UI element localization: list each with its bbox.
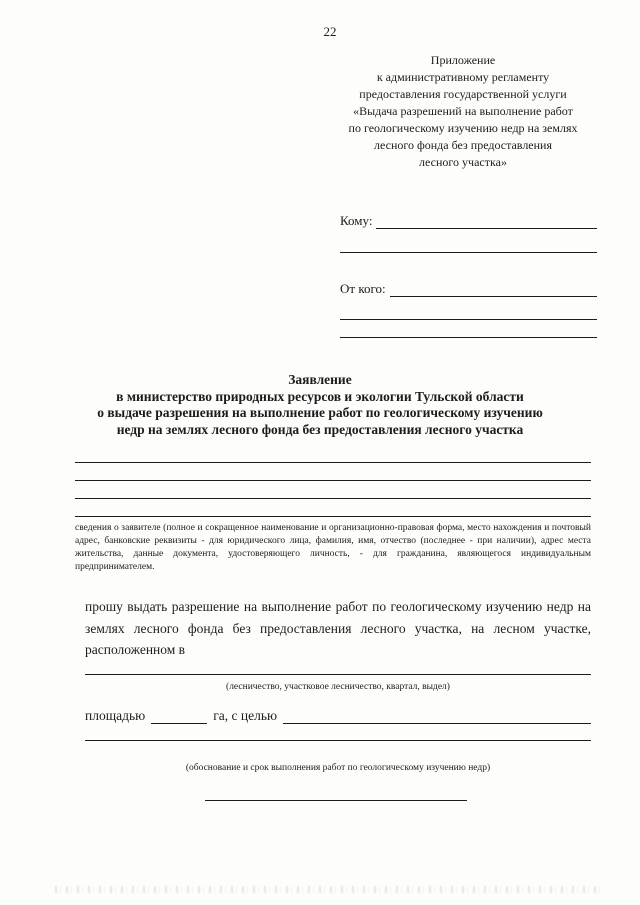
applicant-blank-line-3 <box>75 498 591 499</box>
location-blank-line <box>85 674 591 675</box>
area-blank-line <box>151 709 207 724</box>
appendix-line: предоставления государственной услуги <box>359 87 567 101</box>
applicant-blank-line-4 <box>75 516 591 517</box>
request-paragraph: прошу выдать разрешение на выполнение работ по геологическому изучению недр на землях лесного фонда без предоставления лесного участка, на лесном участке, расположенном в <box>85 599 591 657</box>
recipient-to-row <box>340 213 597 229</box>
recipient-from-row <box>340 281 597 297</box>
title-line: в министерство природных ресурсов и экологии Тульской области <box>116 388 524 404</box>
recipient-from-label: От кого: <box>340 281 386 296</box>
appendix-line: Приложение <box>430 53 496 67</box>
recipient-from-blank-line <box>390 282 597 297</box>
recipient-from-blank-line-3 <box>340 337 597 338</box>
document-title <box>40 372 600 438</box>
appendix-line: лесного участка» <box>419 155 507 169</box>
area-label: площадью <box>85 708 146 723</box>
appendix-line: «Выдача разрешений на выполнение работ <box>353 104 573 118</box>
applicant-blank-line-2 <box>75 480 591 481</box>
applicant-blank-line-1 <box>75 462 591 463</box>
area-unit-label: га, с целью <box>213 708 278 723</box>
purpose-blank-line <box>283 709 591 724</box>
title-line: недр на землях лесного фонда без предоставления лесного участка <box>116 421 524 437</box>
title-line: Заявление <box>288 372 352 387</box>
recipient-from-blank-line-2 <box>340 319 597 320</box>
purpose-caption: (обоснование и срок выполнения работ по геологическому изучению недр) <box>185 763 491 773</box>
recipient-to-label: Кому: <box>340 213 373 228</box>
appendix-line: к административному регламенту <box>376 70 550 84</box>
title-line: о выдаче разрешения на выполнение работ по геологическому изучению <box>97 405 543 420</box>
scan-artifact <box>55 886 600 893</box>
applicant-info-note: сведения о заявителе (полное и сокращенное наименование и организационно-правовая форма, место нахождения и почтовый адрес, банковские реквизиты - для юридического лица, фамилия, имя, отчество (последнее - при наличии), адрес места жительства, данные документа, удостоверяющего личность, - для гражданина, являющегося индивидуальным предпринимателем. <box>75 523 591 572</box>
signature-blank-line <box>205 800 467 801</box>
page-number: 22 <box>323 24 337 39</box>
recipient-to-blank-line-2 <box>340 252 597 253</box>
location-caption: (лесничество, участковое лесничество, квартал, выдел) <box>226 682 450 692</box>
appendix-header <box>318 52 608 171</box>
recipient-to-blank-line <box>376 214 597 229</box>
appendix-line: лесного фонда без предоставления <box>374 138 552 152</box>
purpose-blank-line-2 <box>85 740 591 741</box>
area-row <box>85 708 591 724</box>
appendix-line: по геологическому изучению недр на землях <box>348 121 578 135</box>
